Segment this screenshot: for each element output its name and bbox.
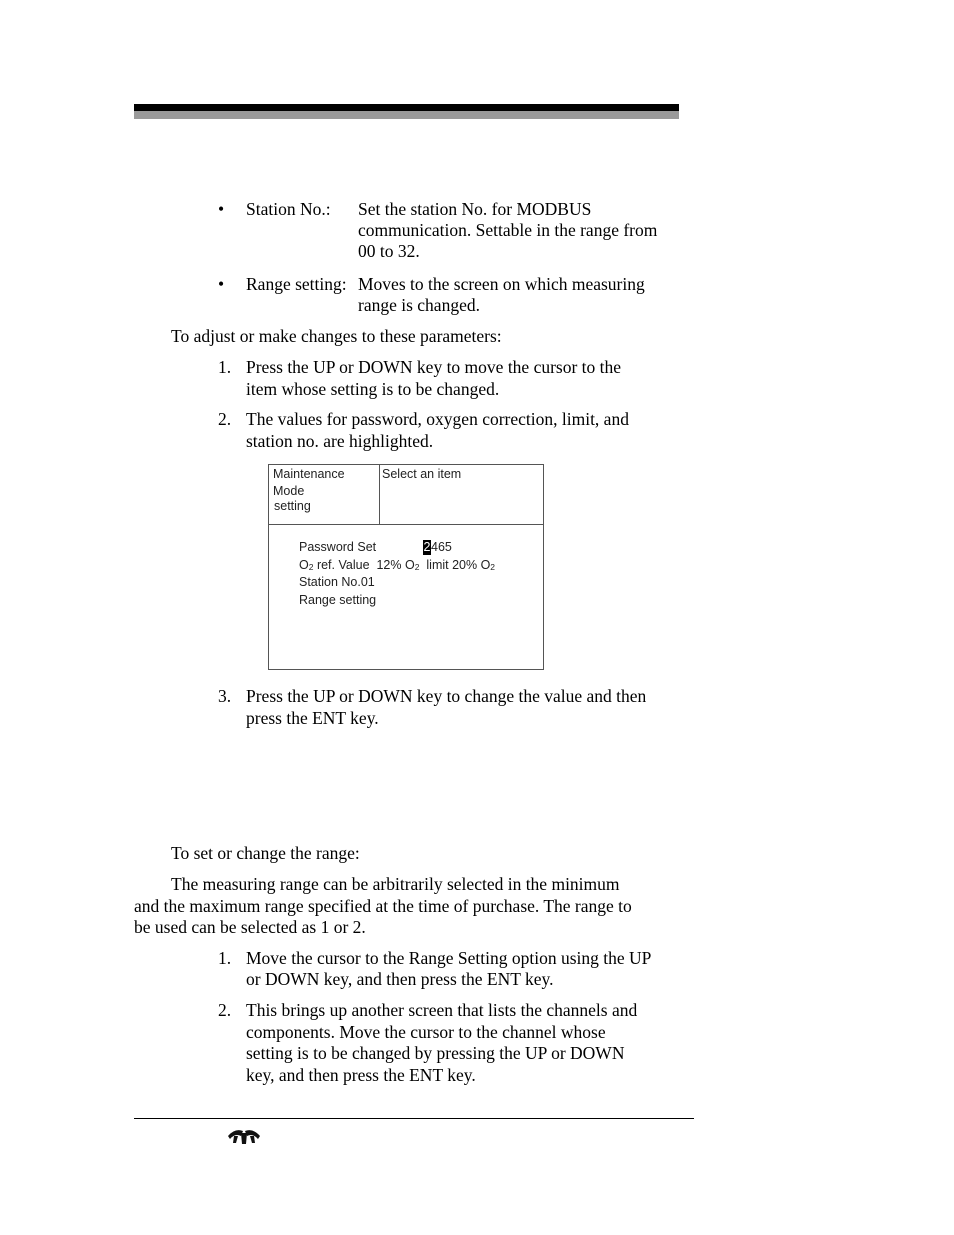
step-text-line: The values for password, oxygen correction, limit, and xyxy=(246,409,629,429)
bullet-dot: • xyxy=(218,199,225,219)
screen-prompt: Select an item xyxy=(382,467,462,481)
bullet-text-line: Set the station No. for MODBUS xyxy=(358,199,592,219)
screen-o2-row xyxy=(299,558,495,575)
step-text-line: or DOWN key, and then press the ENT key. xyxy=(246,969,554,989)
screen-divider xyxy=(269,524,543,525)
step-text-line: Move the cursor to the Range Setting option using the UP xyxy=(246,948,652,968)
step-text-line: setting is to be changed by pressing the UP or DOWN xyxy=(246,1043,625,1063)
paragraph-line: The measuring range can be arbitrarily selected in the minimum xyxy=(171,874,620,894)
header-rule-shadow xyxy=(134,111,679,119)
lcd-screen-figure xyxy=(268,464,544,670)
step-text-line: station no. are highlighted. xyxy=(246,431,434,451)
header-rule xyxy=(134,104,679,111)
step-text-line: key, and then press the ENT key. xyxy=(246,1065,476,1085)
screen-title-line: Mode xyxy=(273,484,305,498)
step-number: 3. xyxy=(218,686,232,706)
bullet-text-line: range is changed. xyxy=(358,295,480,315)
screen-cursor: 2 xyxy=(423,540,431,554)
step-text-line: This brings up another screen that lists the channels and xyxy=(246,1000,638,1020)
bullet-term: Range setting: xyxy=(246,274,347,294)
screen-o2-value: 12% O xyxy=(376,558,415,572)
step-text-line: item whose setting is to be changed. xyxy=(246,379,500,399)
bullet-term: Station No.: xyxy=(246,199,331,219)
intro-text: To adjust or make changes to these parameters: xyxy=(171,326,502,346)
screen-password-digits: 465 xyxy=(431,540,452,554)
screen-o2-label: O xyxy=(299,558,309,572)
teledyne-logo-icon xyxy=(226,1128,262,1145)
step-text-line: components. Move the cursor to the channel whose xyxy=(246,1022,606,1042)
screen-title-line: setting xyxy=(274,499,311,513)
screen-password-label: Password Set xyxy=(299,540,377,554)
step-number: 1. xyxy=(218,948,232,968)
step-number: 2. xyxy=(218,409,232,429)
screen-o2-limit-subscript: 2 xyxy=(490,562,496,572)
paragraph-line: and the maximum range specified at the time of purchase. The range to xyxy=(134,896,632,916)
bullet-text-line: 00 to 32. xyxy=(358,241,420,261)
screen-o2-value-subscript: 2 xyxy=(414,562,420,572)
screen-divider xyxy=(379,465,380,524)
bullet-text-line: Moves to the screen on which measuring xyxy=(358,274,645,294)
screen-title-line: Maintenance xyxy=(273,467,345,481)
bullet-dot: • xyxy=(218,274,225,294)
screen-password-value xyxy=(423,540,452,555)
screen-o2-label-rest: ref. Value xyxy=(313,558,370,572)
screen-station: Station No.01 xyxy=(299,575,375,589)
step-text-line: Press the UP or DOWN key to move the cursor to the xyxy=(246,357,622,377)
footer-rule xyxy=(134,1118,694,1119)
bullet-text-line: communication. Settable in the range from xyxy=(358,220,658,240)
step-text-line: Press the UP or DOWN key to change the value and then xyxy=(246,686,647,706)
paragraph-line: be used can be selected as 1 or 2. xyxy=(134,917,366,937)
step-number: 2. xyxy=(218,1000,232,1020)
screen-o2-subscript: 2 xyxy=(308,562,314,572)
intro-text: To set or change the range: xyxy=(171,843,360,863)
screen-range: Range setting xyxy=(299,593,377,607)
screen-o2-limit: limit 20% O xyxy=(426,558,491,572)
step-number: 1. xyxy=(218,357,232,377)
step-text-line: press the ENT key. xyxy=(246,708,379,728)
